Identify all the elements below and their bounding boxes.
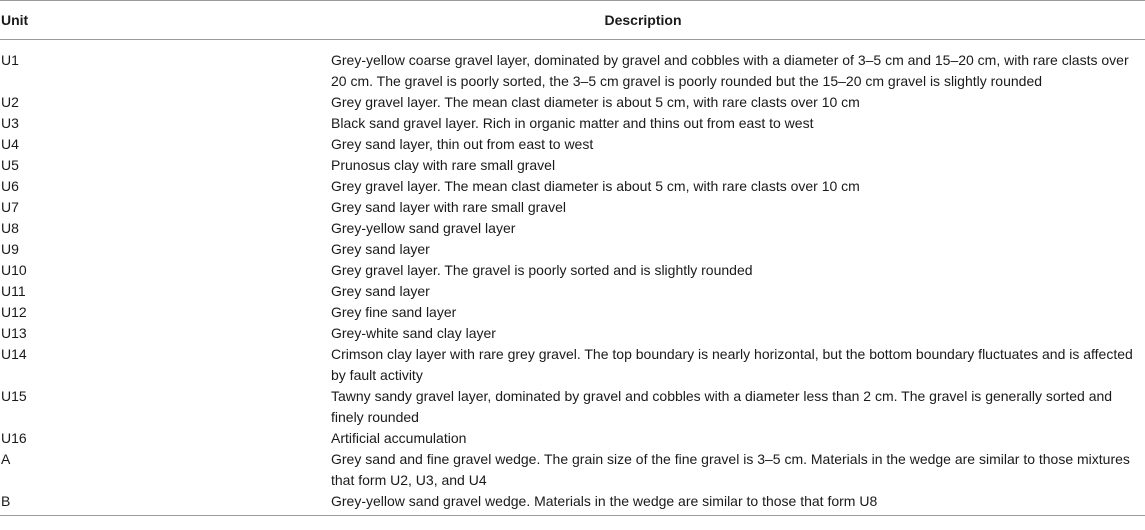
description-cell: Grey-yellow sand gravel layer [331,220,516,236]
unit-cell: U12 [1,304,27,320]
description-cell: Grey sand layer [331,241,430,257]
unit-cell: U15 [1,388,27,404]
table-row [0,491,1145,516]
description-cell: Grey gravel layer. The gravel is poorly sorted and is slightly rounded [331,262,753,278]
description-cell: Grey sand layer with rare small gravel [331,199,566,215]
table-row [0,302,1145,323]
table-row [0,176,1145,197]
table-row [0,218,1145,239]
table-row [0,323,1145,344]
table-row [0,197,1145,218]
description-cell: Grey sand layer [331,283,430,299]
table-row [0,92,1145,113]
description-cell: Prunosus clay with rare small gravel [331,157,556,173]
unit-cell: A [1,451,11,467]
description-cell: Grey-white sand clay layer [331,325,496,341]
table-row [0,449,1145,491]
description-cell: Crimson clay layer with rare grey gravel. The top boundary is nearly horizontal, but the bottom boundary fluctuates and is affected by fault activity [331,346,1133,383]
description-cell: Grey-yellow coarse gravel layer, dominated by gravel and cobbles with a diameter of 3–5 cm and 15–20 cm, with rare clasts over 20 cm. The gravel is poorly sorted, the 3–5 cm gravel is poorly rounded but the 15–20 cm gravel is slightly rounded [331,52,1129,89]
table-row [0,113,1145,134]
description-column-header: Description [331,1,1145,40]
table-row [0,386,1145,428]
description-cell: Tawny sandy gravel layer, dominated by gravel and cobbles with a diameter less than 2 cm. The gravel is generally sorted and finely rounded [331,388,1113,425]
unit-cell: U5 [1,157,19,173]
table-row [0,134,1145,155]
description-cell: Artificial accumulation [331,430,467,446]
description-cell: Black sand gravel layer. Rich in organic matter and thins out from east to west [331,115,814,131]
table-row [0,155,1145,176]
unit-cell: U6 [1,178,19,194]
unit-cell: U10 [1,262,27,278]
unit-column-header: Unit [0,1,331,40]
table-row [0,260,1145,281]
unit-cell: U4 [1,136,19,152]
description-cell: Grey-yellow sand gravel wedge. Materials in the wedge are similar to those that form U8 [331,491,1145,516]
table-row [0,40,1145,93]
unit-cell: U14 [1,346,27,362]
unit-cell: U3 [1,115,19,131]
header-row [0,1,1145,40]
description-cell: Grey fine sand layer [331,304,457,320]
description-cell: Grey gravel layer. The mean clast diameter is about 5 cm, with rare clasts over 10 cm [331,94,860,110]
unit-cell: U16 [1,430,27,446]
table-row [0,344,1145,386]
table-row [0,281,1145,302]
unit-cell: U8 [1,220,19,236]
unit-cell: U11 [1,283,26,299]
unit-cell: U9 [1,241,19,257]
unit-cell: U1 [1,52,19,68]
table-row [0,239,1145,260]
description-cell: Grey gravel layer. The mean clast diameter is about 5 cm, with rare clasts over 10 cm [331,178,860,194]
unit-cell: U13 [1,325,27,341]
unit-cell: U2 [1,94,19,110]
table-header [0,1,1145,40]
description-cell: Grey sand and fine gravel wedge. The grain size of the fine gravel is 3–5 cm. Materials in the wedge are similar to those mixtures that form U2, U3, and U4 [331,451,1130,488]
unit-cell: B [0,491,331,516]
unit-cell: U7 [1,199,19,215]
table-body [0,40,1145,516]
description-cell: Grey sand layer, thin out from east to west [331,136,594,152]
table-row [0,428,1145,449]
